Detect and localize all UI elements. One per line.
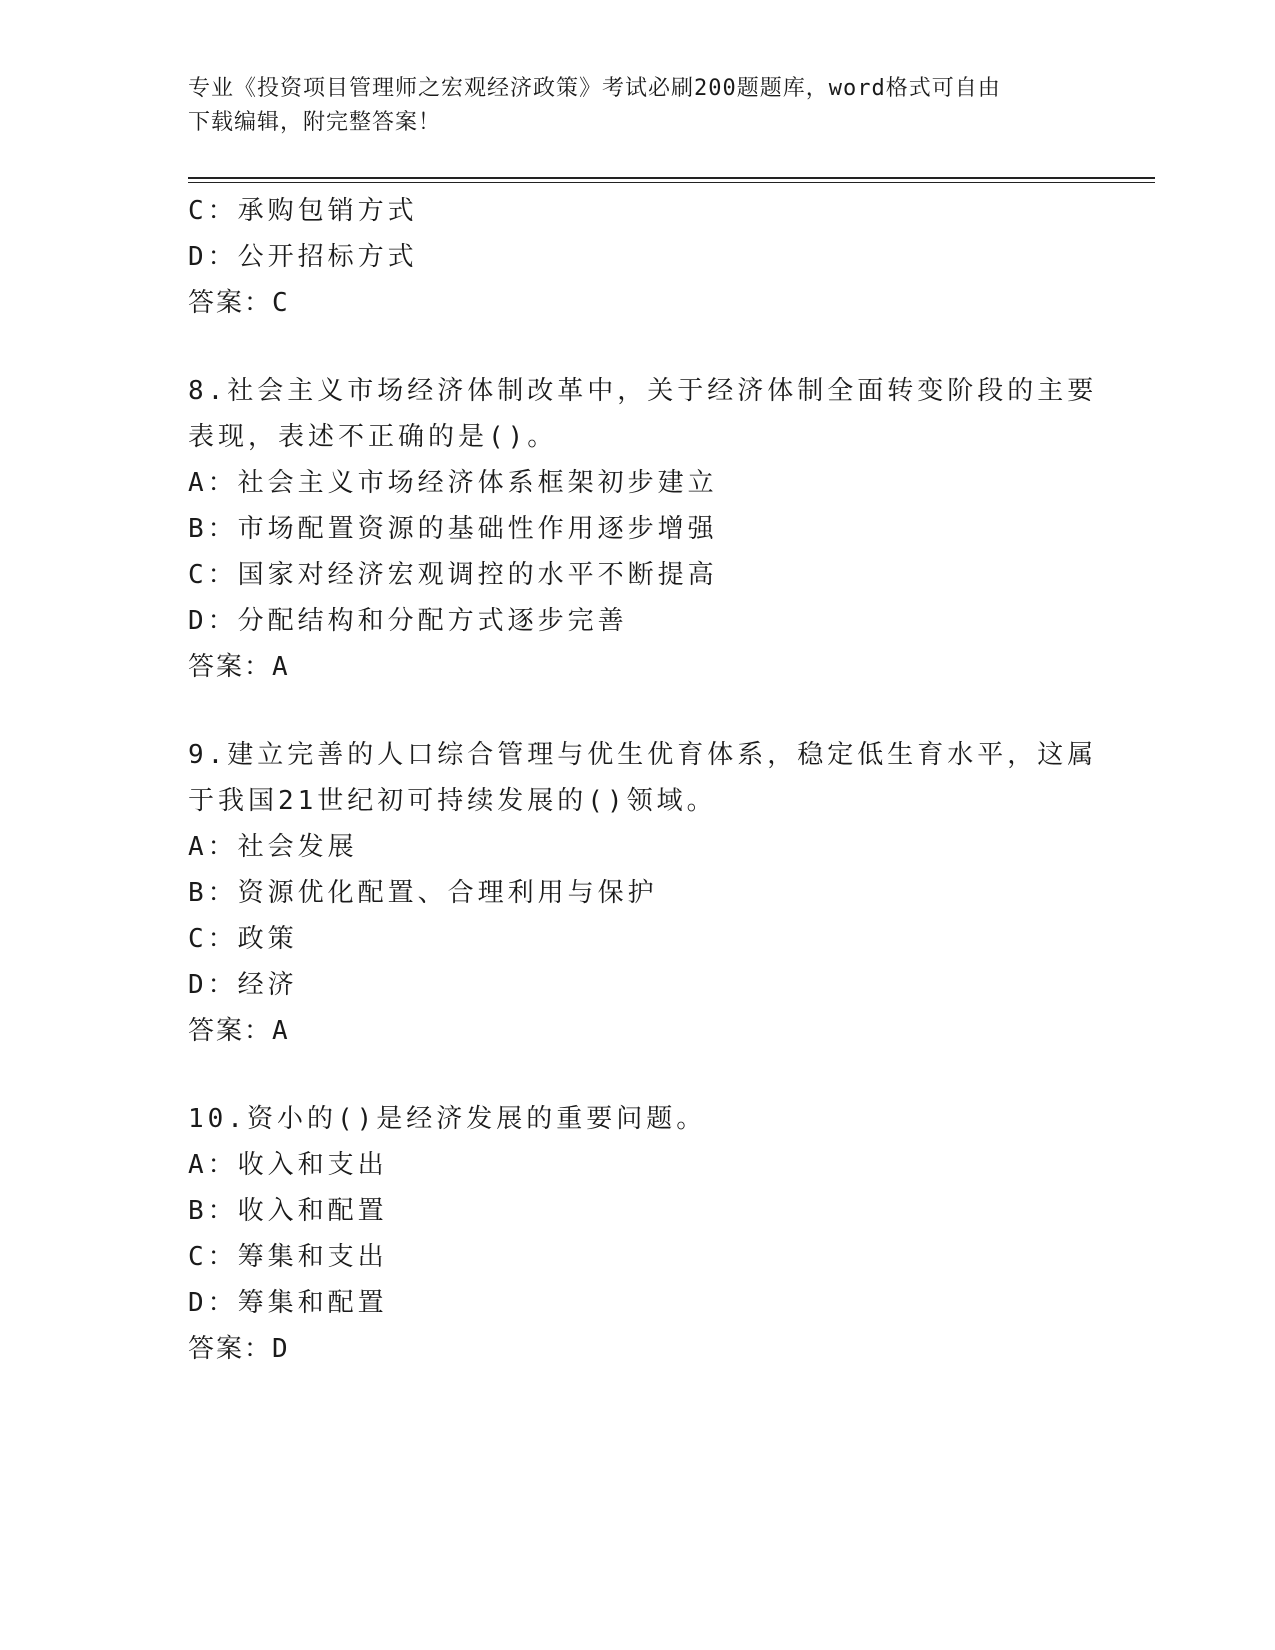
question-text-line: 8.社会主义市场经济体制改革中，关于经济体制全面转变阶段的主要: [188, 376, 1098, 406]
question-text-line: 于我国21世纪初可持续发展的()领域。: [188, 786, 717, 816]
option-a: A：社会发展: [188, 832, 358, 862]
answer-line: 答案：C: [188, 288, 290, 318]
option-b: B：资源优化配置、合理利用与保护: [188, 878, 658, 908]
option-a: A：收入和支出: [188, 1150, 388, 1180]
header-line-1: 专业《投资项目管理师之宏观经济政策》考试必刷200题题库，word格式可自由: [188, 76, 1001, 101]
question-block-7: [188, 188, 1088, 326]
option-b: B：收入和配置: [188, 1196, 388, 1226]
option-d: D：筹集和配置: [188, 1288, 388, 1318]
option-d: D：公开招标方式: [188, 242, 418, 272]
option-d: D：分配结构和分配方式逐步完善: [188, 606, 628, 636]
question-text-line: 表现，表述不正确的是()。: [188, 422, 558, 452]
header-line-2: 下载编辑，附完整答案！: [188, 110, 442, 135]
question-block-9: [188, 732, 1098, 1054]
question-block-10: [188, 1096, 1088, 1372]
question-block-8: [188, 368, 1098, 690]
header-divider-thin: [188, 182, 1155, 183]
answer-line: 答案：A: [188, 652, 290, 682]
question-list: [188, 188, 1098, 1372]
option-c: C：政策: [188, 924, 298, 954]
question-text-line: 9.建立完善的人口综合管理与优生优育体系，稳定低生育水平，这属: [188, 740, 1098, 770]
option-c: C：筹集和支出: [188, 1242, 388, 1272]
answer-line: 答案：A: [188, 1016, 290, 1046]
option-a: A：社会主义市场经济体系框架初步建立: [188, 468, 718, 498]
option-b: B：市场配置资源的基础性作用逐步增强: [188, 514, 718, 544]
option-c: C：国家对经济宏观调控的水平不断提高: [188, 560, 718, 590]
option-d: D：经济: [188, 970, 298, 1000]
document-header: [188, 72, 1088, 140]
question-text-line: 10.资小的()是经济发展的重要问题。: [188, 1104, 707, 1134]
answer-line: 答案：D: [188, 1334, 290, 1364]
option-c: C：承购包销方式: [188, 196, 418, 226]
header-divider-thick: [188, 177, 1155, 179]
